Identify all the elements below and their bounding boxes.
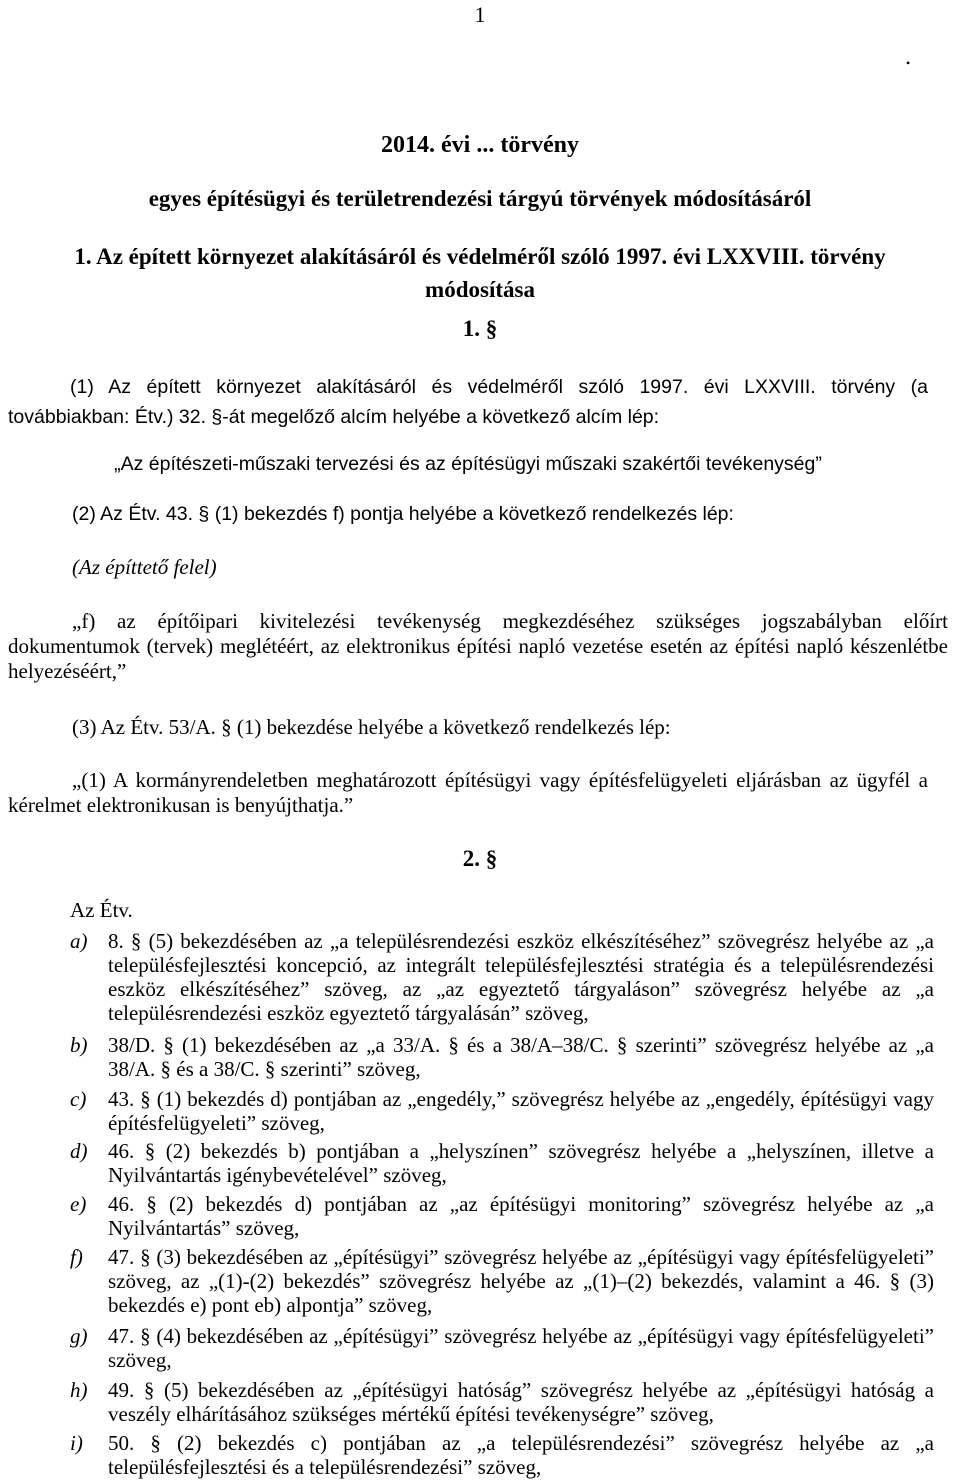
chapter-title <box>60 240 900 306</box>
section-1-paragraph-1: (1) Az épített környezet alakításáról és védelméről szóló 1997. évi LXXVIII. törvény (a továbbiakban: Étv.) 32. §-át megelőző alcím helyébe a következő alcím lép: <box>8 376 928 428</box>
section-2-intro: Az Étv. <box>70 898 133 922</box>
list-item-label: f) <box>70 1245 83 1269</box>
list-item-label: h) <box>70 1378 88 1402</box>
list-item <box>70 1324 934 1372</box>
list-item-text: 49. § (5) bekezdésében az „építésügyi hatóság” szövegrész helyébe az „építésügyi hatóság a veszély elhárításához szükséges mértékű építési tevékenységre” szöveg, <box>108 1378 934 1426</box>
section-1-paragraph-2: (2) Az Étv. 43. § (1) bekezdés f) pontja helyébe a következő rendelkezés lép: <box>72 503 734 525</box>
section-1-quote-3: „(1) A kormányrendeletben meghatározott építésügyi vagy építésfelügyeleti eljárásban az ügyfél a kérelmet elektronikusan is benyújthatja.” <box>8 768 928 817</box>
list-item-label: i) <box>70 1431 83 1455</box>
list-item-text: 46. § (2) bekezdés b) pontjában a „helyszínen” szövegrész helyébe a „helyszínen, illetve a Nyilvántartás igénybevételével” szöveg, <box>108 1139 934 1187</box>
list-item-label: b) <box>70 1033 88 1057</box>
list-item <box>70 929 934 1025</box>
list-item-text: 50. § (2) bekezdés c) pontjában az „a településrendezési” szövegrész helyébe az „a településfejlesztési és a településrendezési” szöveg, <box>108 1431 934 1479</box>
list-item <box>70 1192 934 1240</box>
list-item <box>70 1245 934 1317</box>
chapter-title-line1: 1. Az épített környezet alakításáról és védelméről szóló 1997. évi LXXVIII. törvény <box>74 244 886 269</box>
list-item-label: g) <box>70 1324 88 1348</box>
list-item <box>70 1378 934 1426</box>
list-item-label: e) <box>70 1192 87 1216</box>
list-item-text: 43. § (1) bekezdés d) pontjában az „engedély,” szövegrész helyébe az „engedély, építésügyi vagy építésfelügyeleti” szöveg, <box>108 1087 934 1135</box>
list-item-label: c) <box>70 1087 87 1111</box>
list-item <box>70 1033 934 1081</box>
act-subtitle: egyes építésügyi és területrendezési tárgyú törvények módosításáról <box>148 186 812 211</box>
list-item <box>70 1139 934 1187</box>
list-item <box>70 1087 934 1135</box>
list-item-text: 38/D. § (1) bekezdésében az „a 33/A. § és a 38/A–38/C. § szerinti” szövegrész helyébe az „a 38/A. § és a 38/C. § szerinti” szöveg, <box>108 1033 934 1081</box>
list-item-text: 46. § (2) bekezdés d) pontjában az „az építésügyi monitoring” szövegrész helyébe az „a Nyilvántartás” szöveg, <box>108 1192 934 1240</box>
list-item <box>70 1431 934 1479</box>
list-item-text: 47. § (4) bekezdésében az „építésügyi” szövegrész helyébe az „építésügyi vagy építésfelügyeleti” szöveg, <box>108 1324 934 1372</box>
act-title: 2014. évi ... törvény <box>381 132 579 158</box>
list-item-text: 8. § (5) bekezdésében az „a településrendezési eszköz elkészítéséhez” szövegrész helyébe az „a településfejlesztési koncepció, az integrált településfejlesztési stratégia és a településrendezési eszköz elkészítéséhez” szöveg, az „az egyeztető tárgyaláson” szövegrész helyébe az „a településrendezési eszköz egyeztető tárgyalásán” szöveg, <box>108 929 934 1025</box>
section-1-paragraph-3: (3) Az Étv. 53/A. § (1) bekezdése helyébe a következő rendelkezés lép: <box>72 715 671 739</box>
list-item-label: d) <box>70 1139 88 1163</box>
section-1-heading: 1. § <box>462 316 498 341</box>
section-1-context: (Az építtető felel) <box>72 555 217 579</box>
list-item-text: 47. § (3) bekezdésében az „építésügyi” szövegrész helyébe az „építésügyi vagy építésfelügyeleti” szöveg, az „(1)-(2) bekezdés” szövegrész helyébe az „(1)–(2) bekezdés, valamint a 46. § (3) bekezdés e) pont eb) alpontja” szöveg, <box>108 1245 934 1317</box>
section-1-quote-1: „Az építészeti-műszaki tervezési és az építésügyi műszaki szakértői tevékenység” <box>114 453 822 475</box>
page-number: 1 <box>474 2 486 27</box>
chapter-title-line2: módosítása <box>425 277 535 302</box>
list-item-label: a) <box>70 929 88 953</box>
section-2-heading: 2. § <box>462 846 498 871</box>
section-1-quote-2: „f) az építőipari kivitelezési tevékenység megkezdéséhez szükséges jogszabályban előírt dokumentumok (tervek) meglétéért, az elektronikus építési napló vezetése esetén az építési napló készenlétbe helyezéséért,” <box>8 609 948 683</box>
corner-mark: • <box>906 56 911 70</box>
